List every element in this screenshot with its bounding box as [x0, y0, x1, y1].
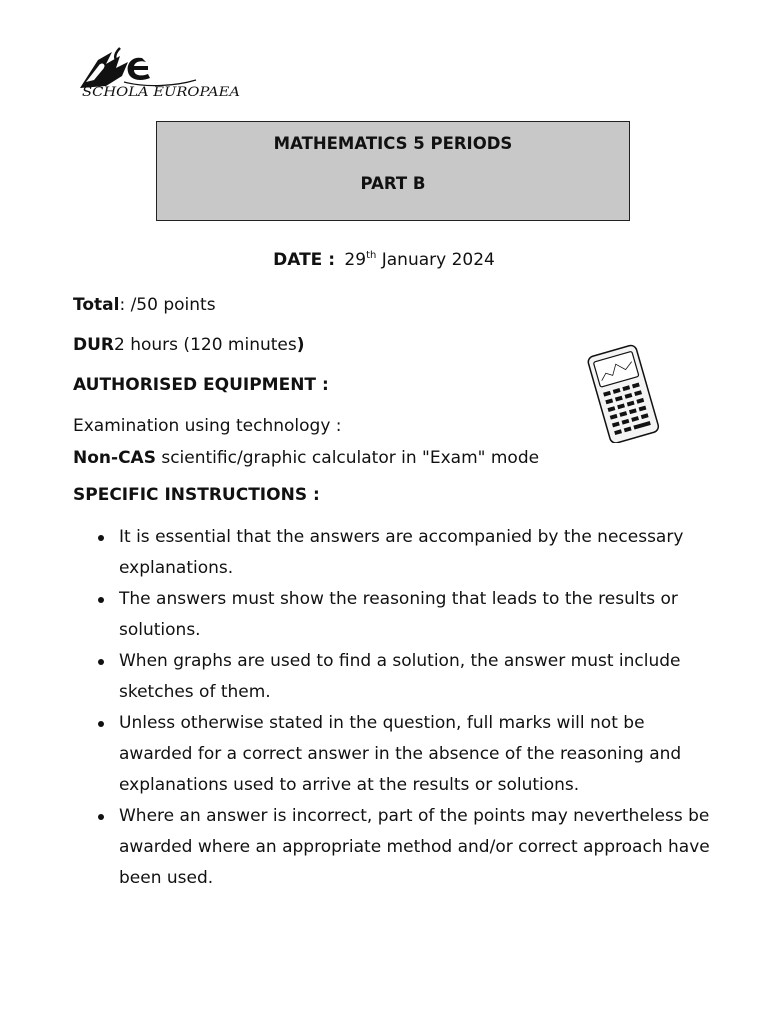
- date-label: DATE :: [273, 250, 336, 270]
- instructions-heading-text: SPECIFIC INSTRUCTIONS :: [73, 485, 320, 505]
- list-item: [73, 801, 713, 894]
- duration-label: DUR: [73, 335, 115, 355]
- date-day: 29: [344, 250, 367, 270]
- instruction-text: It is essential that the answers are accompanied by the necessary explanations.: [119, 527, 684, 578]
- duration-value: 2 hours (120 minutes: [114, 335, 297, 355]
- calculator-icon: [582, 343, 666, 443]
- instruction-text: Where an answer is incorrect, part of the points may nevertheless be awarded where an appropriate method and/or correct approach have been used.: [119, 806, 710, 888]
- list-item: [73, 522, 713, 584]
- instruction-text: Unless otherwise stated in the question, full marks will not be awarded for a correct answer in the absence of the reasoning and explanations used to arrive at the results or solutions.: [119, 713, 682, 795]
- equipment-line-1: Examination using technology :: [73, 416, 342, 436]
- exam-date: [0, 250, 768, 270]
- equipment-calculator-desc: scientific/graphic calculator in "Exam" mode: [155, 448, 540, 468]
- exam-title-box: [156, 121, 630, 221]
- date-month-year: January 2024: [381, 250, 495, 270]
- total-points: [73, 295, 216, 315]
- schola-europaea-logo: [76, 42, 244, 100]
- exam-subject-title: MATHEMATICS 5 PERIODS: [273, 134, 513, 153]
- list-item: [73, 708, 713, 801]
- instruction-text: The answers must show the reasoning that leads to the results or solutions.: [119, 589, 678, 640]
- instruction-text: When graphs are used to find a solution, the answer must include sketches of them.: [119, 651, 681, 702]
- exam-part-title: PART B: [360, 174, 426, 193]
- equipment-noncas: Non-CAS: [73, 448, 156, 468]
- list-item: [73, 584, 713, 646]
- total-label: Total: [73, 295, 120, 315]
- list-item: [73, 646, 713, 708]
- equipment-heading-text: AUTHORISED EQUIPMENT :: [73, 375, 329, 395]
- total-value: : /50 points: [119, 295, 216, 315]
- instructions-heading: [73, 485, 320, 505]
- duration-close: ): [296, 335, 305, 355]
- equipment-line-2: [73, 448, 539, 468]
- logo-mark: [76, 42, 244, 100]
- svg-text:SCHOLA EUROPAEA: SCHOLA EUROPAEA: [82, 85, 240, 100]
- instructions-list: [73, 522, 713, 894]
- date-ordinal: th: [366, 250, 377, 261]
- equipment-heading: [73, 375, 329, 395]
- duration: [73, 335, 305, 355]
